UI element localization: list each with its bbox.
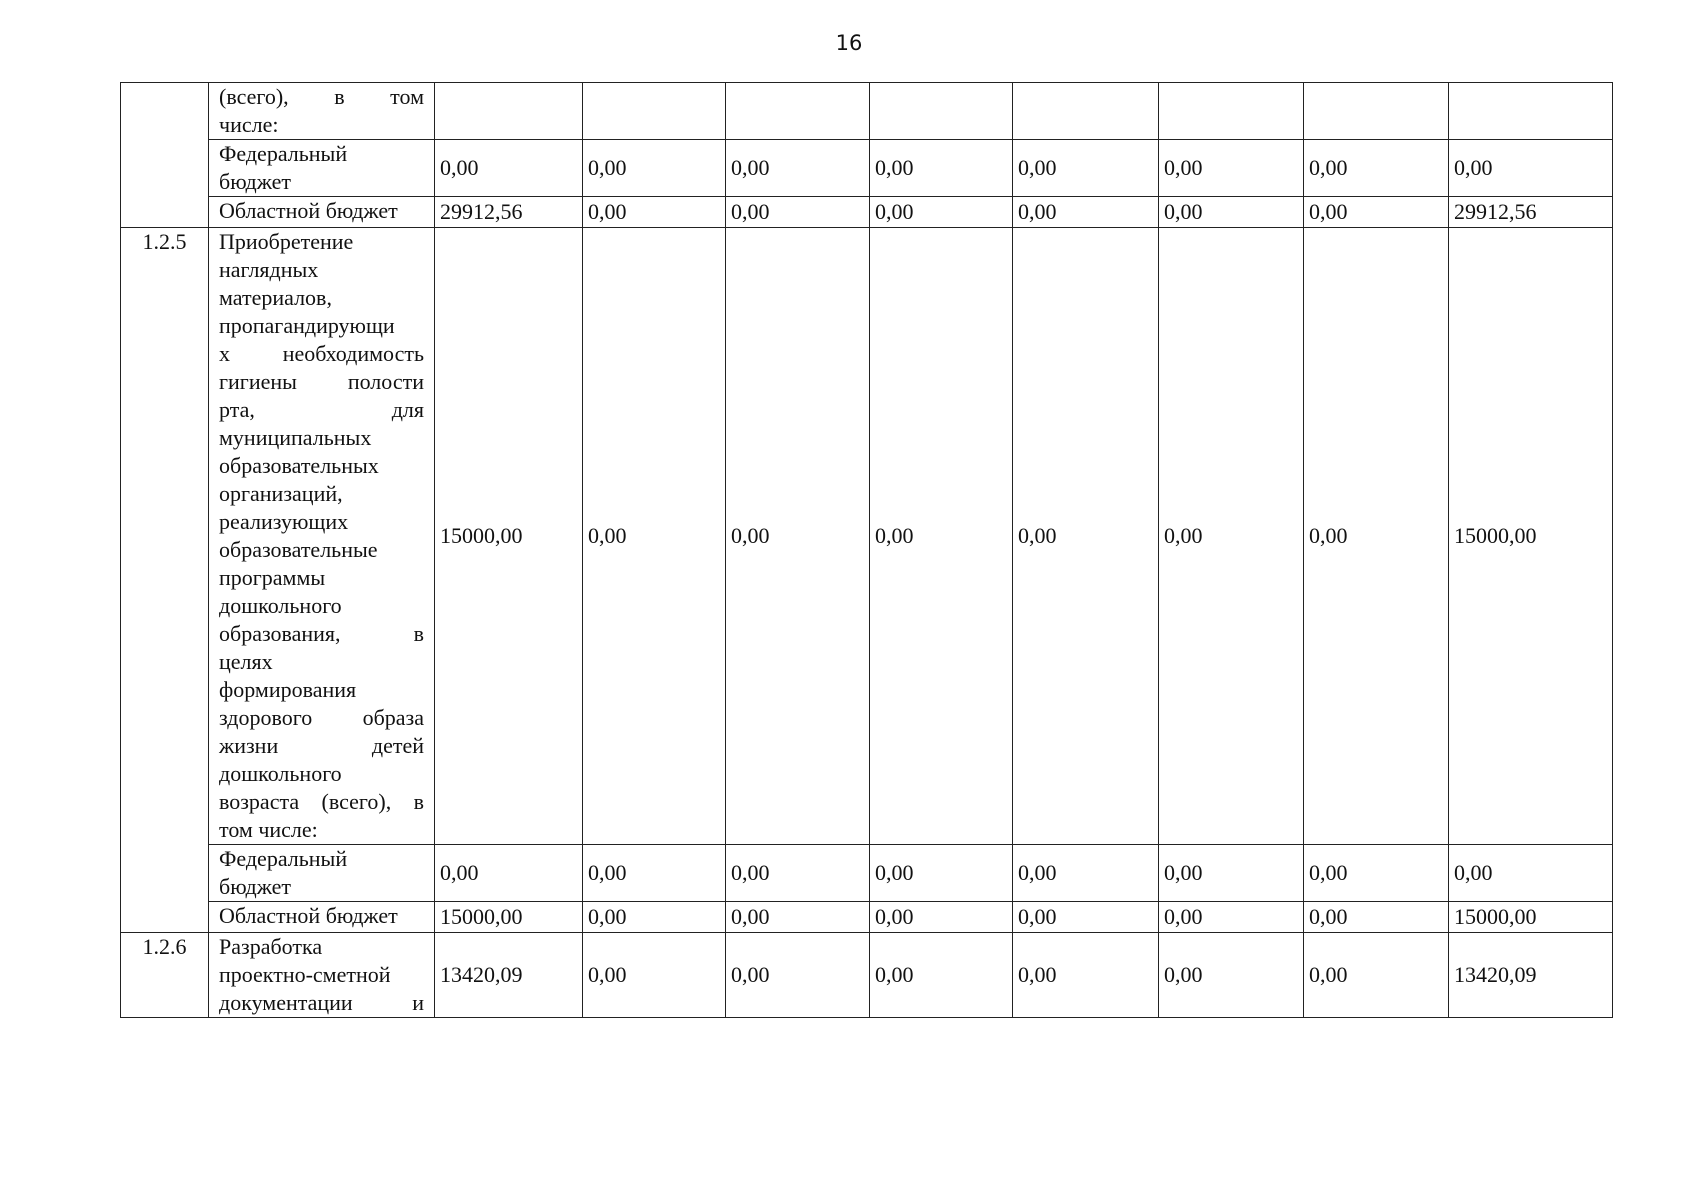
row-name-line (219, 536, 424, 564)
row-name-word: образования, (219, 621, 341, 646)
row-name-word: материалов, (219, 285, 332, 310)
amount-cell: 13420,09 (1449, 933, 1613, 1018)
amount-cell (1159, 83, 1304, 140)
amount-cell (870, 83, 1013, 140)
row-name-word: Областной бюджет (219, 903, 398, 928)
row-name-line (219, 845, 424, 873)
row-name-cell (209, 83, 435, 140)
amount-cell: 0,00 (1159, 902, 1304, 933)
row-name-word: том числе: (219, 817, 318, 842)
amount-cell: 0,00 (435, 140, 583, 197)
row-name-line (219, 760, 424, 788)
row-name-line (219, 989, 424, 1017)
row-name-word: жизни (219, 733, 279, 758)
row-code-cell (121, 228, 209, 933)
amount-cell: 0,00 (870, 902, 1013, 933)
row-name-word: (всего), (321, 789, 392, 814)
amount-cell: 0,00 (1013, 140, 1159, 197)
row-name-line (219, 111, 424, 139)
amount-cell: 0,00 (726, 140, 870, 197)
row-name-word: в (334, 84, 345, 109)
row-name-word: целях (219, 649, 273, 674)
amount-cell: 0,00 (583, 140, 726, 197)
row-name-word: формирования (219, 677, 357, 702)
row-name-word: возраста (219, 789, 300, 814)
row-name-line (219, 676, 424, 704)
row-name-word: программы (219, 565, 326, 590)
row-name-line (219, 168, 424, 196)
amount-cell: 0,00 (726, 845, 870, 902)
amount-cell: 0,00 (583, 845, 726, 902)
row-name-word: рта, (219, 397, 255, 422)
amount-cell: 0,00 (1013, 845, 1159, 902)
amount-cell: 0,00 (1013, 933, 1159, 1018)
amount-cell: 0,00 (726, 228, 870, 845)
amount-cell (1304, 83, 1449, 140)
amount-cell: 0,00 (726, 933, 870, 1018)
amount-cell: 0,00 (870, 845, 1013, 902)
amount-cell: 0,00 (1304, 933, 1449, 1018)
row-name-word: пропагандирующи (219, 313, 395, 338)
amount-cell: 0,00 (870, 228, 1013, 845)
row-name-line (219, 620, 424, 648)
amount-cell: 0,00 (726, 197, 870, 228)
amount-cell: 0,00 (583, 228, 726, 845)
row-name-cell (209, 140, 435, 197)
row-name-line (219, 933, 424, 961)
amount-cell: 0,00 (583, 902, 726, 933)
row-code (121, 83, 208, 111)
amount-cell: 0,00 (870, 140, 1013, 197)
row-name-word: детей (371, 733, 424, 758)
row-name-line (219, 83, 424, 111)
amount-cell: 0,00 (1449, 140, 1613, 197)
amount-cell: 15000,00 (435, 228, 583, 845)
row-name-line (219, 592, 424, 620)
row-name-line (219, 424, 424, 452)
row-name-word: организаций, (219, 481, 343, 506)
amount-cell: 0,00 (1304, 140, 1449, 197)
row-name-word: проектно-сметной (219, 962, 391, 987)
row-name-line (219, 197, 424, 225)
row-name-line (219, 228, 424, 256)
row-name-word: (всего), (219, 84, 289, 109)
row-name-word: реализующих (219, 509, 349, 534)
row-name-line (219, 704, 424, 732)
row-name-word: дошкольного (219, 593, 342, 618)
row-name-word: Приобретение (219, 229, 354, 254)
row-name-line (219, 340, 424, 368)
row-name-line (219, 902, 424, 930)
amount-cell: 0,00 (583, 197, 726, 228)
table-row (121, 83, 1613, 140)
row-code: 1.2.5 (142, 229, 187, 254)
row-name-line (219, 961, 424, 989)
row-code-cell (121, 933, 209, 1018)
row-name-line (219, 564, 424, 592)
row-name-line (219, 452, 424, 480)
row-name-word: образовательные (219, 537, 378, 562)
row-name-cell (209, 845, 435, 902)
amount-cell: 29912,56 (435, 197, 583, 228)
row-code: 1.2.6 (142, 934, 187, 959)
amount-cell (583, 83, 726, 140)
table-row (121, 197, 1613, 228)
row-name-word: х (219, 341, 230, 366)
row-name-cell (209, 228, 435, 845)
row-name-word: образовательных (219, 453, 379, 478)
row-name-word: в (413, 789, 424, 814)
row-name-word: и (412, 990, 424, 1015)
row-name-word: Разработка (219, 934, 323, 959)
row-name-word: Федеральный (219, 141, 348, 166)
row-name-word: бюджет (219, 874, 291, 899)
row-name-word: наглядных (219, 257, 319, 282)
amount-cell: 0,00 (1159, 228, 1304, 845)
budget-table (120, 82, 1613, 1018)
amount-cell: 0,00 (583, 933, 726, 1018)
row-name-cell (209, 933, 435, 1018)
amount-cell: 0,00 (1159, 197, 1304, 228)
amount-cell: 0,00 (1159, 140, 1304, 197)
row-name-line (219, 312, 424, 340)
row-name-word: гигиены (219, 369, 297, 394)
amount-cell: 0,00 (1159, 845, 1304, 902)
amount-cell: 15000,00 (1449, 902, 1613, 933)
table-row (121, 228, 1613, 845)
amount-cell: 0,00 (870, 933, 1013, 1018)
table-row (121, 845, 1613, 902)
amount-cell: 13420,09 (435, 933, 583, 1018)
row-name-line (219, 648, 424, 676)
row-name-word: необходимость (282, 341, 424, 366)
amount-cell: 0,00 (1013, 902, 1159, 933)
row-name-word: Федеральный (219, 846, 348, 871)
row-name-word: том (390, 84, 424, 109)
amount-cell: 29912,56 (1449, 197, 1613, 228)
page-number: 16 (835, 31, 863, 55)
row-name-word: числе: (219, 112, 279, 137)
amount-cell: 0,00 (1304, 197, 1449, 228)
row-name-cell (209, 197, 435, 228)
amount-cell: 0,00 (726, 902, 870, 933)
amount-cell: 0,00 (1304, 845, 1449, 902)
amount-cell: 0,00 (1013, 228, 1159, 845)
amount-cell (726, 83, 870, 140)
amount-cell: 0,00 (1449, 845, 1613, 902)
amount-cell: 0,00 (1013, 197, 1159, 228)
row-name-line (219, 480, 424, 508)
row-name-word: здорового (219, 705, 313, 730)
amount-cell: 0,00 (435, 845, 583, 902)
amount-cell: 0,00 (870, 197, 1013, 228)
row-name-word: бюджет (219, 169, 291, 194)
row-name-line (219, 873, 424, 901)
amount-cell: 15000,00 (1449, 228, 1613, 845)
row-name-word: дошкольного (219, 761, 342, 786)
amount-cell (1449, 83, 1613, 140)
amount-cell: 0,00 (1304, 902, 1449, 933)
row-name-line (219, 284, 424, 312)
row-name-line (219, 732, 424, 760)
amount-cell: 0,00 (1304, 228, 1449, 845)
row-name-line (219, 396, 424, 424)
row-code-cell (121, 83, 209, 228)
row-name-line (219, 368, 424, 396)
row-name-word: полости (347, 369, 424, 394)
row-name-word: образа (362, 705, 424, 730)
row-name-line (219, 256, 424, 284)
row-name-line (219, 140, 424, 168)
table-row (121, 140, 1613, 197)
table-row (121, 902, 1613, 933)
row-name-word: документации (219, 990, 353, 1015)
row-name-word: муниципальных (219, 425, 372, 450)
row-name-line (219, 508, 424, 536)
row-name-word: для (391, 397, 424, 422)
amount-cell: 0,00 (1159, 933, 1304, 1018)
row-name-line (219, 788, 424, 816)
row-name-line (219, 816, 424, 844)
amount-cell (435, 83, 583, 140)
row-name-cell (209, 902, 435, 933)
row-name-word: Областной бюджет (219, 198, 398, 223)
table-row (121, 933, 1613, 1018)
amount-cell: 15000,00 (435, 902, 583, 933)
row-name-word: в (413, 621, 424, 646)
amount-cell (1013, 83, 1159, 140)
